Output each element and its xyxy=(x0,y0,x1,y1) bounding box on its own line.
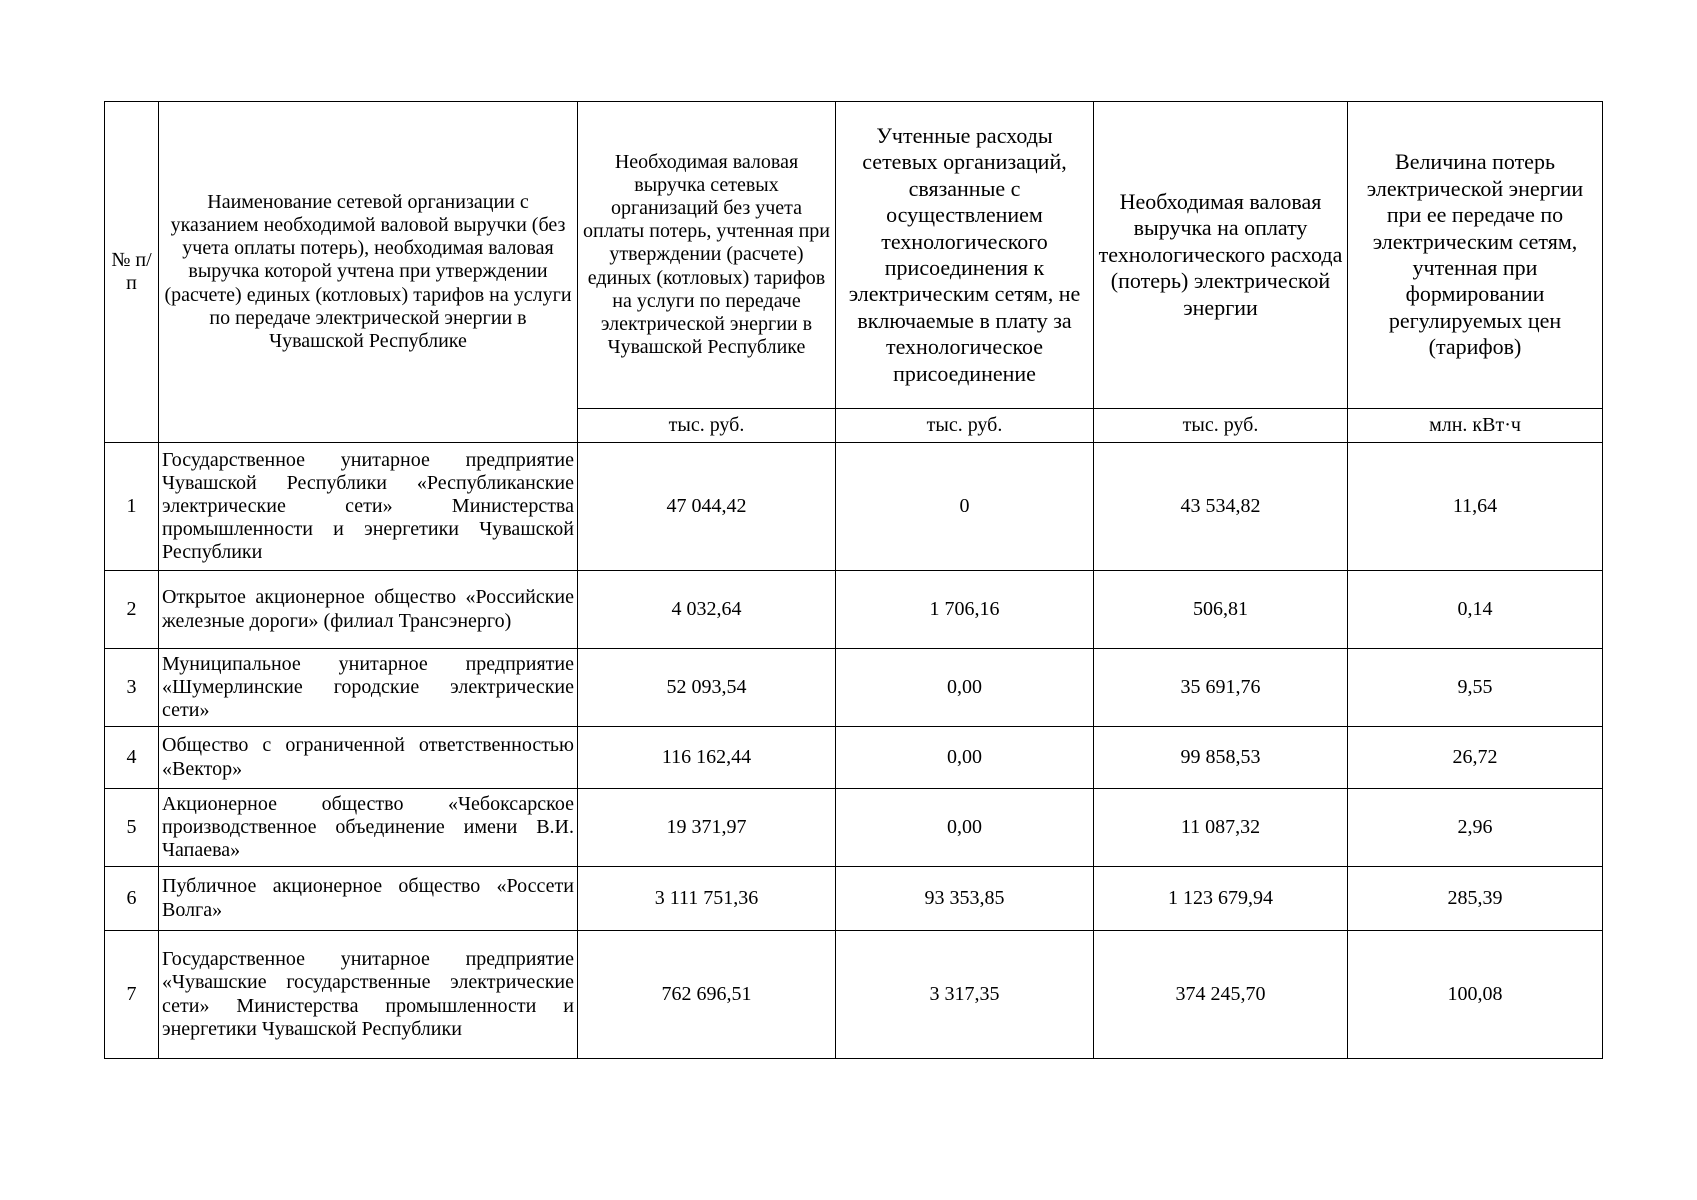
row-nvv: 52 093,54 xyxy=(578,649,836,727)
table-row xyxy=(105,571,1603,649)
table-row xyxy=(105,727,1603,789)
table-row xyxy=(105,931,1603,1059)
row-org: Публичное акционерное общество «Россети Волга» xyxy=(159,867,578,931)
row-losses-volume: 100,08 xyxy=(1348,931,1603,1059)
row-expenses: 0,00 xyxy=(836,649,1094,727)
row-losses-volume: 2,96 xyxy=(1348,789,1603,867)
row-losses-volume: 9,55 xyxy=(1348,649,1603,727)
row-nvv: 116 162,44 xyxy=(578,727,836,789)
unit-losses-payment: тыс. руб. xyxy=(1094,409,1348,443)
header-num: № п/п xyxy=(105,102,159,443)
row-org: Государственное унитарное предприятие «Чувашские государственные электрические сети» Министерства промышленности и энергетики Чувашской Республики xyxy=(159,931,578,1059)
unit-expenses: тыс. руб. xyxy=(836,409,1094,443)
header-losses-payment: Необходимая валовая выручка на оплату технологического расхода (потерь) электрической энергии xyxy=(1094,102,1348,409)
header-expenses: Учтенные расходы сетевых организаций, связанные с осуществлением технологического присоединения к электрическим сетям, не включаемые в плату за технологическое присоединение xyxy=(836,102,1094,409)
row-nvv: 4 032,64 xyxy=(578,571,836,649)
unit-losses-volume: млн. кВт·ч xyxy=(1348,409,1603,443)
row-num: 7 xyxy=(105,931,159,1059)
row-num: 5 xyxy=(105,789,159,867)
row-org: Открытое акционерное общество «Российские железные дороги» (филиал Трансэнерго) xyxy=(159,571,578,649)
row-num: 3 xyxy=(105,649,159,727)
row-expenses: 93 353,85 xyxy=(836,867,1094,931)
row-nvv: 19 371,97 xyxy=(578,789,836,867)
row-losses-payment: 506,81 xyxy=(1094,571,1348,649)
row-expenses: 1 706,16 xyxy=(836,571,1094,649)
row-losses-volume: 26,72 xyxy=(1348,727,1603,789)
row-num: 1 xyxy=(105,443,159,571)
table-row xyxy=(105,649,1603,727)
row-losses-volume: 11,64 xyxy=(1348,443,1603,571)
row-losses-payment: 1 123 679,94 xyxy=(1094,867,1348,931)
header-losses-volume: Величина потерь электрической энергии при ее передаче по электрическим сетям, учтенная при формировании регулируемых цен (тарифов) xyxy=(1348,102,1603,409)
header-nvv: Необходимая валовая выручка сетевых организаций без учета оплаты потерь, учтенная при утверждении (расчете) единых (котловых) тарифов на услуги по передаче электрической энергии в Чувашской Республике xyxy=(578,102,836,409)
row-org: Акционерное общество «Чебоксарское производственное объединение имени В.И. Чапаева» xyxy=(159,789,578,867)
row-losses-payment: 43 534,82 xyxy=(1094,443,1348,571)
row-org: Общество с ограниченной ответственностью «Вектор» xyxy=(159,727,578,789)
table-header xyxy=(105,102,1603,443)
header-row xyxy=(105,102,1603,409)
unit-nvv: тыс. руб. xyxy=(578,409,836,443)
row-losses-payment: 35 691,76 xyxy=(1094,649,1348,727)
row-losses-volume: 0,14 xyxy=(1348,571,1603,649)
row-nvv: 762 696,51 xyxy=(578,931,836,1059)
row-expenses: 0,00 xyxy=(836,789,1094,867)
row-nvv: 3 111 751,36 xyxy=(578,867,836,931)
tariff-table xyxy=(104,101,1603,1059)
row-losses-payment: 11 087,32 xyxy=(1094,789,1348,867)
row-nvv: 47 044,42 xyxy=(578,443,836,571)
table-row xyxy=(105,443,1603,571)
table-row xyxy=(105,789,1603,867)
row-losses-volume: 285,39 xyxy=(1348,867,1603,931)
row-expenses: 0,00 xyxy=(836,727,1094,789)
row-num: 4 xyxy=(105,727,159,789)
header-org: Наименование сетевой организации с указанием необходимой валовой выручки (без учета оплаты потерь), необходимая валовая выручка которой учтена при утверждении (расчете) единых (котловых) тарифов на услуги по передаче электрической энергии в Чувашской Республике xyxy=(159,102,578,443)
row-org: Государственное унитарное предприятие Чувашской Республики «Республиканские электрические сети» Министерства промышленности и энергетики Чувашской Республики xyxy=(159,443,578,571)
row-org: Муниципальное унитарное предприятие «Шумерлинские городские электрические сети» xyxy=(159,649,578,727)
row-expenses: 0 xyxy=(836,443,1094,571)
row-losses-payment: 374 245,70 xyxy=(1094,931,1348,1059)
row-num: 6 xyxy=(105,867,159,931)
table-row xyxy=(105,867,1603,931)
row-expenses: 3 317,35 xyxy=(836,931,1094,1059)
row-num: 2 xyxy=(105,571,159,649)
table-body xyxy=(105,443,1603,1059)
row-losses-payment: 99 858,53 xyxy=(1094,727,1348,789)
